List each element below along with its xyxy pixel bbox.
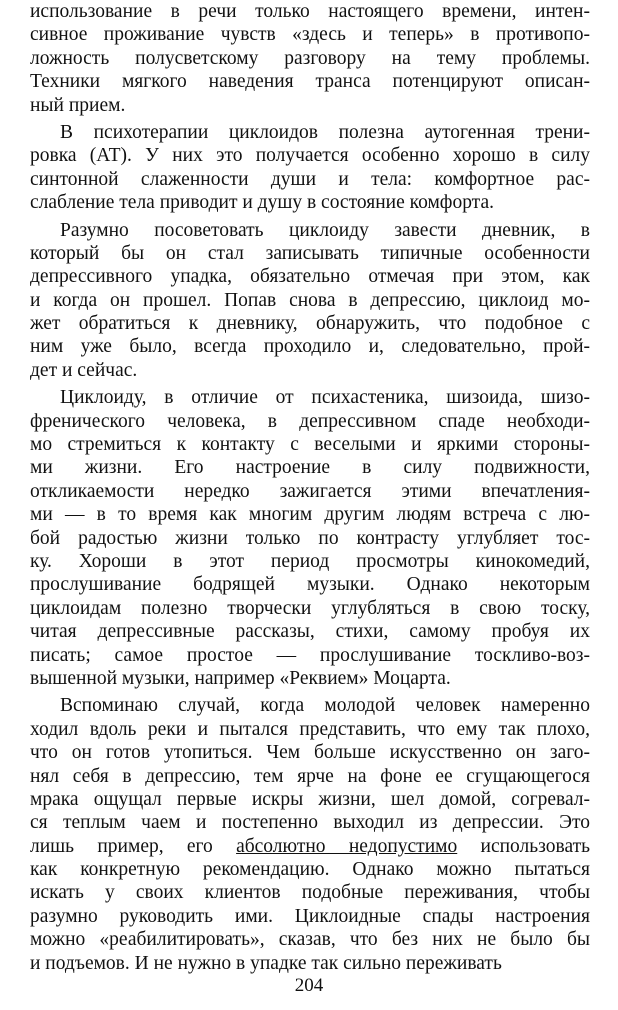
text-line: вышенной музыки, например «Реквием» Моцарта. (30, 667, 451, 689)
text-line: ходил вдоль реки и пытался представить, что ему так плохо, (30, 718, 590, 740)
text-line: писать; самое простое — прослушивание тоскливо-воз- (30, 644, 590, 666)
text-line: и подъемов. И не нужно в упадке так сильно переживать (30, 952, 502, 974)
text-line: можно «реабилитировать», сказав, что без них не было бы (30, 929, 590, 951)
text-line: дет и сейчас. (30, 359, 138, 381)
text-line: прослушивание бодрящей музыки. Однако некоторым (30, 574, 590, 596)
text-line: ми — в то время как многим другим людям встреча с лю- (30, 504, 590, 526)
page-number: 204 (294, 975, 324, 996)
text-line: читая депрессивные рассказы, стихи, самому пробуя их (30, 621, 590, 643)
paragraph (30, 0, 590, 117)
paragraph (30, 694, 590, 975)
text-line: В психотерапии циклоидов полезна аутогенная трени- (60, 121, 590, 143)
text-line: бой радостью жизни только по контрасту углубляет тос- (30, 527, 590, 549)
text-line: и когда он прошел. Попав снова в депрессию, циклоид мо- (30, 289, 590, 311)
text-line: синтонной слаженности души и тела: комфортное рас- (30, 168, 590, 190)
text-line: Разумно посоветовать циклоиду завести дневник, в (60, 219, 590, 241)
text-line: нял себя в депрессию, тем ярче на фоне ее сгущающегося (30, 765, 590, 787)
text-line: что он готов утопиться. Чем больше искусственно он заго- (30, 742, 590, 764)
body-text (30, 0, 590, 975)
text-line: Техники мягкого наведения транса потенцируют описан- (30, 71, 590, 93)
text-line: откликаемости нередко зажигается этими впечатления- (30, 480, 590, 502)
text-line: жет обратиться к дневнику, обнаружить, что подобное с (30, 313, 590, 335)
paragraph (30, 121, 590, 215)
text-line: искать у своих клиентов подобные переживания, чтобы (30, 882, 590, 904)
text-line: ложность полусветскому разговору на тему проблемы. (30, 47, 590, 69)
text-line: циклоидам полезно творчески углубляться в свою тоску, (30, 597, 590, 619)
text-line: который бы он стал записывать типичные особенности (30, 242, 590, 264)
text-line: депрессивного упадка, обязательно отмечая при этом, как (30, 266, 590, 288)
text-line: Циклоиду, в отличие от психастеника, шизоида, шизо- (60, 387, 590, 409)
paragraph (30, 386, 590, 690)
text-line: как конкретную рекомендацию. Однако можно пытаться (30, 859, 590, 881)
text-line: лишь пример, его абсолютно недопустимо использовать (30, 835, 590, 857)
text-line: Вспоминаю случай, когда молодой человек намеренно (60, 695, 590, 717)
text-line: френического человека, в депрессивном спаде необходи- (30, 410, 590, 432)
text-line: использование в речи только настоящего времени, интен- (30, 1, 590, 22)
text-line: ку. Хороши в этот период просмотры кинокомедий, (30, 550, 590, 572)
text-line: сивное проживание чувств «здесь и теперь» в противопо- (30, 24, 590, 46)
text-line: ми жизни. Его настроение в силу подвижности, (30, 457, 590, 479)
text-line: ся теплым чаем и постепенно выходил из депрессии. Это (30, 812, 590, 834)
paragraph (30, 219, 590, 383)
text-line: ним уже было, всегда проходило и, следовательно, прой- (30, 336, 590, 358)
text-line: ровка (АТ). У них это получается особенно хорошо в силу (30, 145, 590, 167)
text-line: мо стремиться к контакту с веселыми и яркими стороны- (30, 434, 590, 456)
text-line: разумно руководить ими. Циклоидные спады настроения (30, 905, 590, 927)
text-line: ный прием. (30, 94, 126, 116)
text-line: мрака ощущал первые искры жизни, шел домой, согревал- (30, 788, 590, 810)
underlined-phrase: абсолютно недопустимо (236, 835, 458, 857)
text-line: слабление тела приводит и душу в состояние комфорта. (30, 192, 494, 214)
